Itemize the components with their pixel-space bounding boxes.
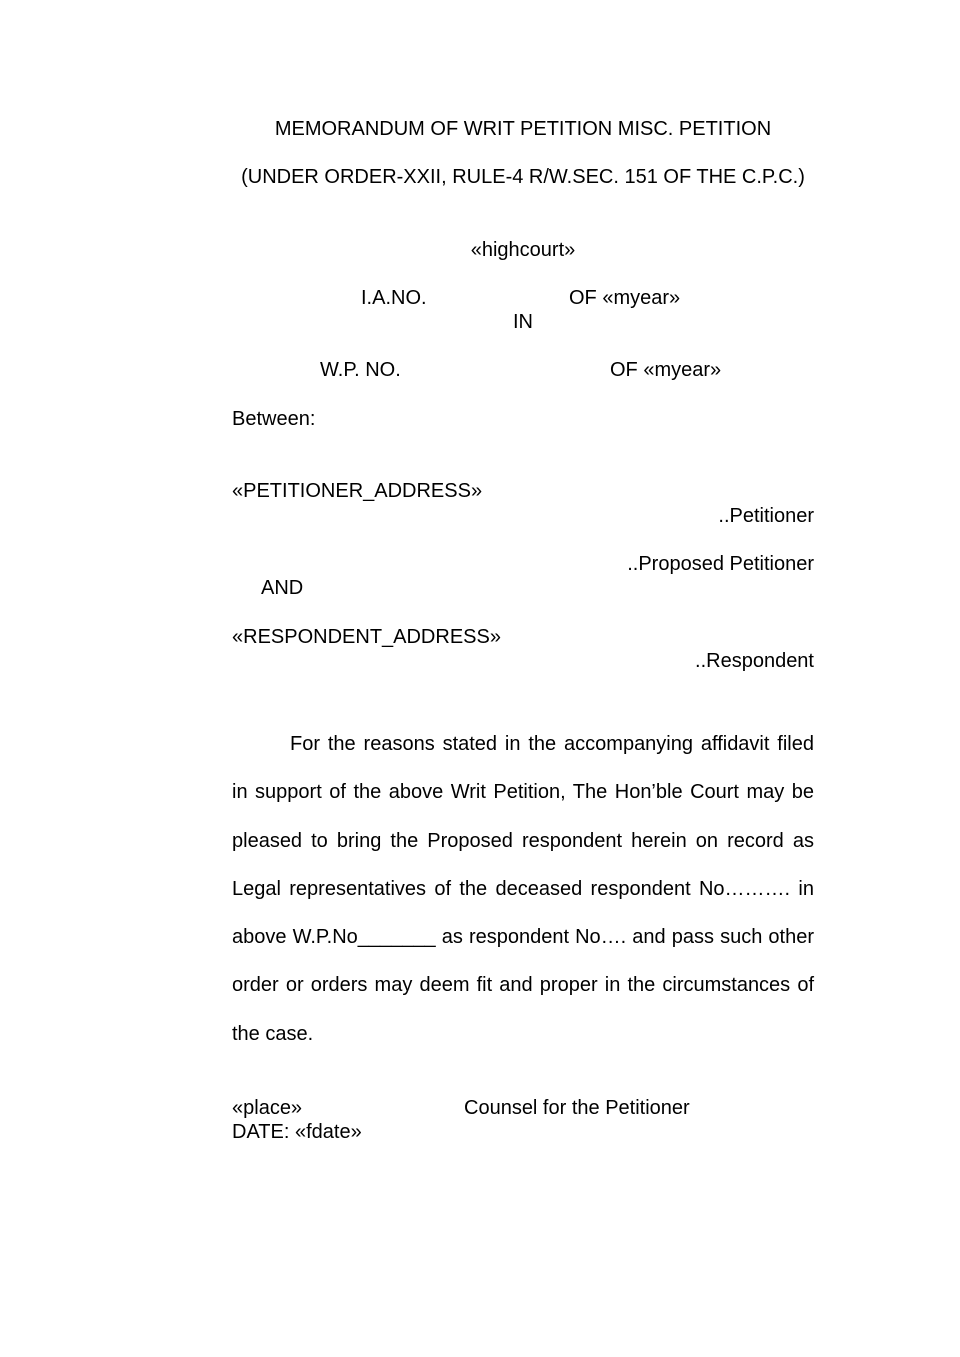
document-title: MEMORANDUM OF WRIT PETITION MISC. PETITION [274,118,772,140]
respondent-role: ..Respondent [695,650,814,672]
place-field: «place» [232,1097,303,1119]
document-subtitle: (UNDER ORDER-XXII, RULE-4 R/W.SEC. 151 OF THE C.P.C.) [241,166,805,188]
prayer-paragraph: For the reasons stated in the accompanying affidavit filed in support of the above Writ Petition, The Hon’ble Court may be pleased to bring the Proposed respondent herein on record as Legal representatives of the deceased respondent No………. in above W.P.No_______ as respondent No…. and pass such other order or orders may deem fit and proper in the circumstances of the case. [232,733,814,1045]
respondent-address: «RESPONDENT_ADDRESS» [232,626,501,648]
ia-year: OF «myear» [569,287,681,309]
proposed-petitioner-role: ..Proposed Petitioner [627,553,814,575]
wp-number-label: W.P. NO. [320,359,401,381]
counsel-signature-label: Counsel for the Petitioner [464,1097,690,1119]
petitioner-role: ..Petitioner [718,505,814,527]
and-label: AND [261,577,304,599]
in-label: IN [513,311,533,333]
petitioner-address: «PETITIONER_ADDRESS» [232,480,483,502]
date-field: DATE: «fdate» [232,1121,362,1143]
wp-year: OF «myear» [610,359,722,381]
court-name: «highcourt» [470,239,576,261]
between-label: Between: [232,408,316,430]
ia-number-label: I.A.NO. [361,287,427,309]
